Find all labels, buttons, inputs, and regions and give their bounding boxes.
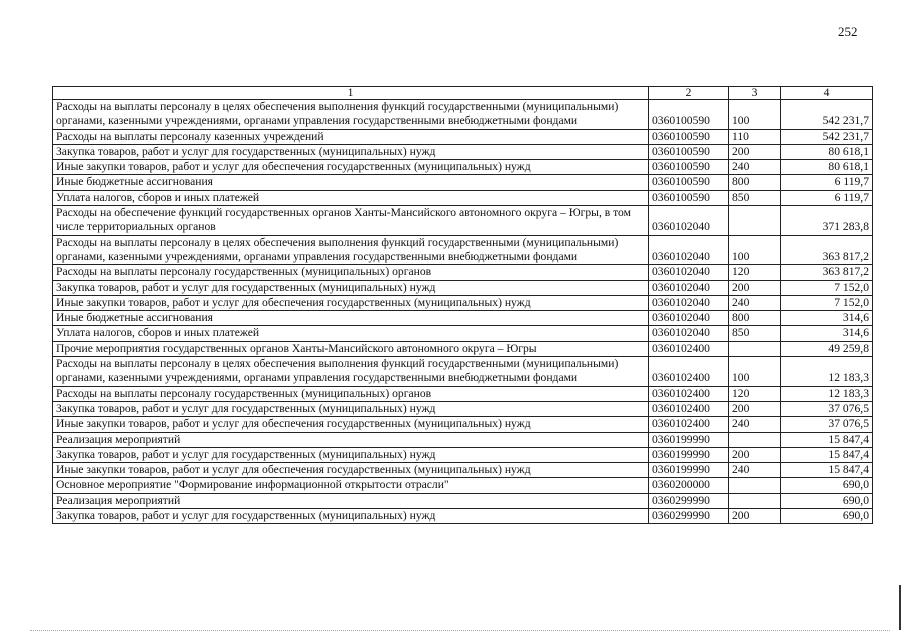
row-name-cell: Иные бюджетные ассигнования — [53, 175, 649, 190]
row-code-cell: 0360199990 — [649, 463, 729, 478]
header-type: 3 — [729, 87, 781, 100]
row-amount-cell: 7 152,0 — [781, 280, 873, 295]
row-name-cell: Прочие мероприятия государственных органов Ханты-Мансийского автономного округа – Югры — [53, 341, 649, 356]
row-code-cell: 0360102400 — [649, 401, 729, 416]
row-type-cell — [729, 341, 781, 356]
table-row — [53, 357, 873, 387]
row-code-cell: 0360100590 — [649, 144, 729, 159]
table-row — [53, 265, 873, 280]
row-code-cell: 0360102040 — [649, 206, 729, 236]
row-amount-cell: 363 817,2 — [781, 265, 873, 280]
row-amount-cell: 15 847,4 — [781, 463, 873, 478]
row-code-cell: 0360102040 — [649, 265, 729, 280]
table-row — [53, 463, 873, 478]
row-code-cell: 0360102040 — [649, 235, 729, 265]
scan-edge-mark — [899, 585, 901, 630]
header-row — [53, 87, 873, 100]
row-code-cell: 0360100590 — [649, 190, 729, 205]
row-type-cell: 200 — [729, 447, 781, 462]
row-name-cell: Расходы на выплаты персоналу в целях обеспечения выполнения функций государственными (муниципальными) органами, казенными учреждениями, органами управления государственными внебюджетными фондами — [53, 100, 649, 130]
row-code-cell: 0360100590 — [649, 100, 729, 130]
row-name-cell: Иные закупки товаров, работ и услуг для обеспечения государственных (муниципальных) нужд — [53, 160, 649, 175]
row-type-cell: 850 — [729, 326, 781, 341]
row-amount-cell: 542 231,7 — [781, 129, 873, 144]
table-row — [53, 190, 873, 205]
row-type-cell: 120 — [729, 265, 781, 280]
table-row — [53, 341, 873, 356]
row-name-cell: Закупка товаров, работ и услуг для государственных (муниципальных) нужд — [53, 447, 649, 462]
row-type-cell: 110 — [729, 129, 781, 144]
row-code-cell: 0360299990 — [649, 509, 729, 524]
row-type-cell: 850 — [729, 190, 781, 205]
row-name-cell: Иные закупки товаров, работ и услуг для обеспечения государственных (муниципальных) нужд — [53, 417, 649, 432]
row-amount-cell: 80 618,1 — [781, 144, 873, 159]
header-name: 1 — [53, 87, 649, 100]
table-row — [53, 206, 873, 236]
row-type-cell: 200 — [729, 144, 781, 159]
row-name-cell: Закупка товаров, работ и услуг для государственных (муниципальных) нужд — [53, 144, 649, 159]
row-name-cell: Реализация мероприятий — [53, 432, 649, 447]
row-name-cell: Расходы на выплаты персоналу в целях обеспечения выполнения функций государственными (муниципальными) органами, казенными учреждениями, органами управления государственными внебюджетными фондами — [53, 357, 649, 387]
row-amount-cell: 37 076,5 — [781, 417, 873, 432]
row-name-cell: Уплата налогов, сборов и иных платежей — [53, 326, 649, 341]
table-row — [53, 100, 873, 130]
row-amount-cell: 7 152,0 — [781, 295, 873, 310]
row-type-cell: 100 — [729, 100, 781, 130]
row-type-cell: 800 — [729, 175, 781, 190]
row-name-cell: Закупка товаров, работ и услуг для государственных (муниципальных) нужд — [53, 509, 649, 524]
header-amount: 4 — [781, 87, 873, 100]
row-type-cell: 240 — [729, 160, 781, 175]
row-type-cell: 100 — [729, 357, 781, 387]
row-code-cell: 0360100590 — [649, 129, 729, 144]
row-code-cell: 0360199990 — [649, 447, 729, 462]
row-name-cell: Иные закупки товаров, работ и услуг для обеспечения государственных (муниципальных) нужд — [53, 463, 649, 478]
row-name-cell: Расходы на выплаты персоналу в целях обеспечения выполнения функций государственными (муниципальными) органами, казенными учреждениями, органами управления государственными внебюджетными фондами — [53, 235, 649, 265]
row-type-cell: 120 — [729, 386, 781, 401]
row-amount-cell: 12 183,3 — [781, 386, 873, 401]
table-row — [53, 509, 873, 524]
row-code-cell: 0360200000 — [649, 478, 729, 493]
row-name-cell: Расходы на выплаты персоналу казенных учреждений — [53, 129, 649, 144]
table-row — [53, 326, 873, 341]
row-name-cell: Расходы на выплаты персоналу государственных (муниципальных) органов — [53, 265, 649, 280]
table-row — [53, 417, 873, 432]
table-row — [53, 401, 873, 416]
table-row — [53, 386, 873, 401]
row-amount-cell: 49 259,8 — [781, 341, 873, 356]
row-code-cell: 0360100590 — [649, 160, 729, 175]
table-row — [53, 447, 873, 462]
scan-artifact-line — [30, 630, 890, 631]
row-name-cell: Расходы на выплаты персоналу государственных (муниципальных) органов — [53, 386, 649, 401]
row-code-cell: 0360100590 — [649, 175, 729, 190]
table-row — [53, 295, 873, 310]
row-code-cell: 0360102400 — [649, 417, 729, 432]
row-amount-cell: 80 618,1 — [781, 160, 873, 175]
table-row — [53, 311, 873, 326]
row-name-cell: Закупка товаров, работ и услуг для государственных (муниципальных) нужд — [53, 280, 649, 295]
row-type-cell: 240 — [729, 295, 781, 310]
row-amount-cell: 15 847,4 — [781, 447, 873, 462]
row-type-cell: 200 — [729, 401, 781, 416]
table-row — [53, 175, 873, 190]
row-type-cell — [729, 432, 781, 447]
row-amount-cell: 363 817,2 — [781, 235, 873, 265]
row-name-cell: Основное мероприятие "Формирование информационной открытости отрасли" — [53, 478, 649, 493]
page-number: 252 — [838, 24, 858, 39]
row-amount-cell: 690,0 — [781, 493, 873, 508]
row-code-cell: 0360102040 — [649, 311, 729, 326]
budget-table — [52, 86, 873, 524]
row-type-cell: 240 — [729, 417, 781, 432]
row-amount-cell: 690,0 — [781, 478, 873, 493]
row-amount-cell: 371 283,8 — [781, 206, 873, 236]
row-type-cell — [729, 478, 781, 493]
row-code-cell: 0360102040 — [649, 280, 729, 295]
row-amount-cell: 314,6 — [781, 326, 873, 341]
row-amount-cell: 6 119,7 — [781, 190, 873, 205]
row-type-cell: 240 — [729, 463, 781, 478]
row-name-cell: Реализация мероприятий — [53, 493, 649, 508]
header-code: 2 — [649, 87, 729, 100]
table-row — [53, 432, 873, 447]
row-name-cell: Уплата налогов, сборов и иных платежей — [53, 190, 649, 205]
table-row — [53, 160, 873, 175]
row-code-cell: 0360102400 — [649, 341, 729, 356]
row-amount-cell: 690,0 — [781, 509, 873, 524]
row-name-cell: Закупка товаров, работ и услуг для государственных (муниципальных) нужд — [53, 401, 649, 416]
row-code-cell: 0360102040 — [649, 295, 729, 310]
row-name-cell: Иные бюджетные ассигнования — [53, 311, 649, 326]
row-type-cell: 800 — [729, 311, 781, 326]
row-name-cell: Иные закупки товаров, работ и услуг для обеспечения государственных (муниципальных) нужд — [53, 295, 649, 310]
row-code-cell: 0360199990 — [649, 432, 729, 447]
table-row — [53, 280, 873, 295]
table-row — [53, 129, 873, 144]
row-amount-cell: 314,6 — [781, 311, 873, 326]
table-row — [53, 144, 873, 159]
row-code-cell: 0360299990 — [649, 493, 729, 508]
row-amount-cell: 12 183,3 — [781, 357, 873, 387]
row-amount-cell: 542 231,7 — [781, 100, 873, 130]
row-type-cell: 200 — [729, 280, 781, 295]
table-row — [53, 235, 873, 265]
row-code-cell: 0360102400 — [649, 386, 729, 401]
row-type-cell: 200 — [729, 509, 781, 524]
row-amount-cell: 15 847,4 — [781, 432, 873, 447]
row-type-cell: 100 — [729, 235, 781, 265]
row-amount-cell: 6 119,7 — [781, 175, 873, 190]
table-row — [53, 493, 873, 508]
table-row — [53, 478, 873, 493]
row-amount-cell: 37 076,5 — [781, 401, 873, 416]
row-type-cell — [729, 206, 781, 236]
row-code-cell: 0360102400 — [649, 357, 729, 387]
table-body — [53, 100, 873, 524]
row-name-cell: Расходы на обеспечение функций государственных органов Ханты-Мансийского автономного округа – Югры, в том числе территориальных органов — [53, 206, 649, 236]
row-type-cell — [729, 493, 781, 508]
row-code-cell: 0360102040 — [649, 326, 729, 341]
